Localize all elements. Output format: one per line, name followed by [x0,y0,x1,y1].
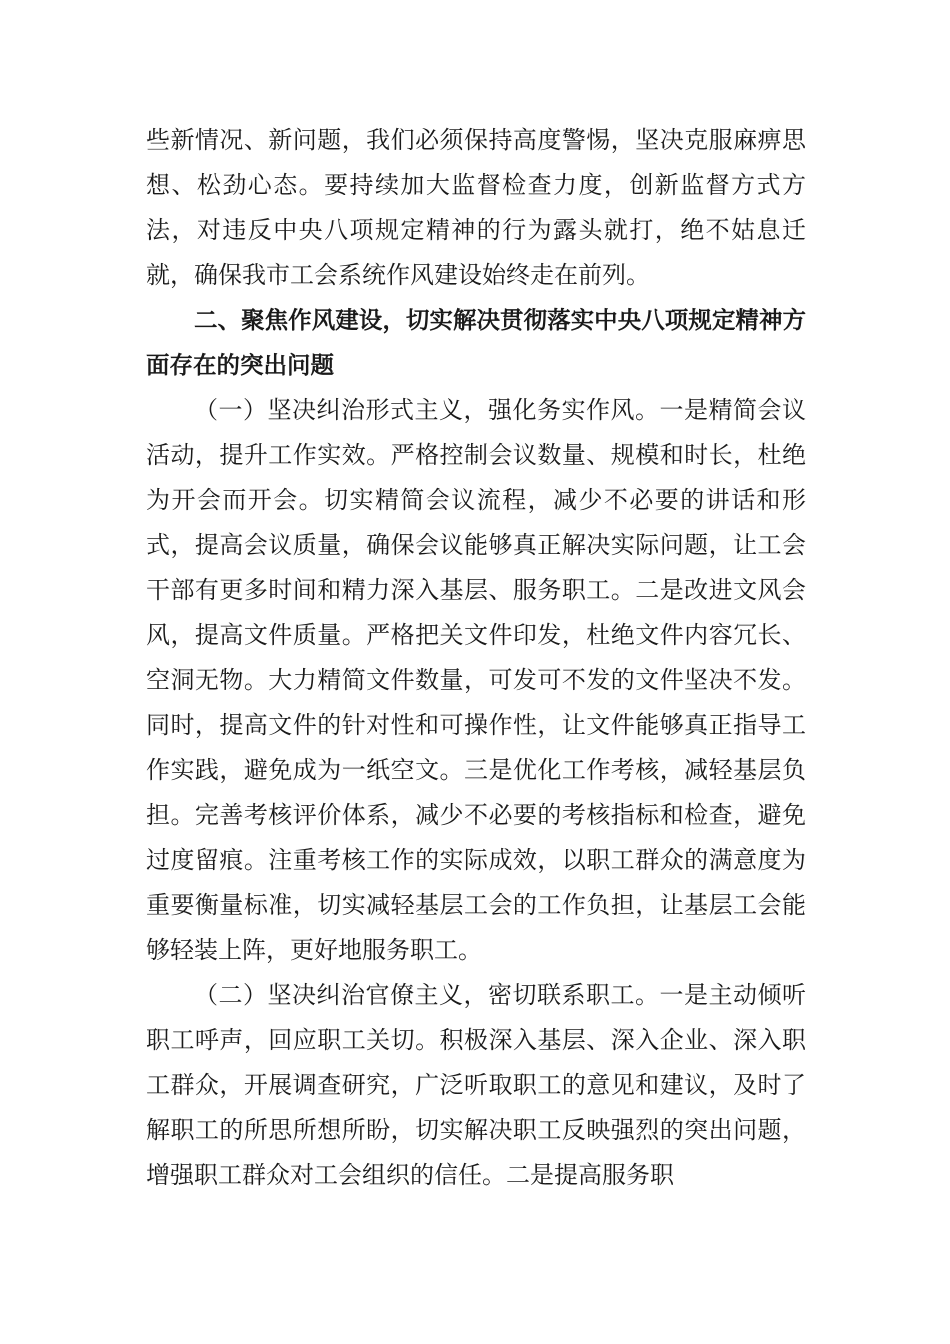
paragraph-bureaucratism: （二）坚决纠治官僚主义，密切联系职工。一是主动倾听职工呼声，回应职工关切。积极深入基层、深入企业、深入职工群众，开展调查研究，广泛听取职工的意见和建议，及时了解职工的所思所想所盼，切实解决职工反映强烈的突出问题，增强职工群众对工会组织的信任。二是提高服务职 [146,981,806,1189]
document-body [146,118,806,1198]
section-heading: 二、聚焦作风建设，切实解决贯彻落实中央八项规定精神方面存在的突出问题 [146,306,806,379]
paragraph-continuation: 些新情况、新问题，我们必须保持高度警惕，坚决克服麻痹思想、松劲心态。要持续加大监督检查力度，创新监督方式方法，对违反中央八项规定精神的行为露头就打，绝不姑息迁就，确保我市工会系统作风建设始终走在前列。 [146,126,806,289]
paragraph-formalism: （一）坚决纠治形式主义，强化务实作风。一是精简会议活动，提升工作实效。严格控制会议数量、规模和时长，杜绝为开会而开会。切实精简会议流程，减少不必要的讲话和形式，提高会议质量，确保会议能够真正解决实际问题，让工会干部有更多时间和精力深入基层、服务职工。二是改进文风会风，提高文件质量。严格把关文件印发，杜绝文件内容冗长、空洞无物。大力精简文件数量，可发可不发的文件坚决不发。同时，提高文件的针对性和可操作性，让文件能够真正指导工作实践，避免成为一纸空文。三是优化工作考核，减轻基层负担。完善考核评价体系，减少不必要的考核指标和检查，避免过度留痕。注重考核工作的实际成效，以职工群众的满意度为重要衡量标准，切实减轻基层工会的工作负担，让基层工会能够轻装上阵，更好地服务职工。 [146,396,806,964]
